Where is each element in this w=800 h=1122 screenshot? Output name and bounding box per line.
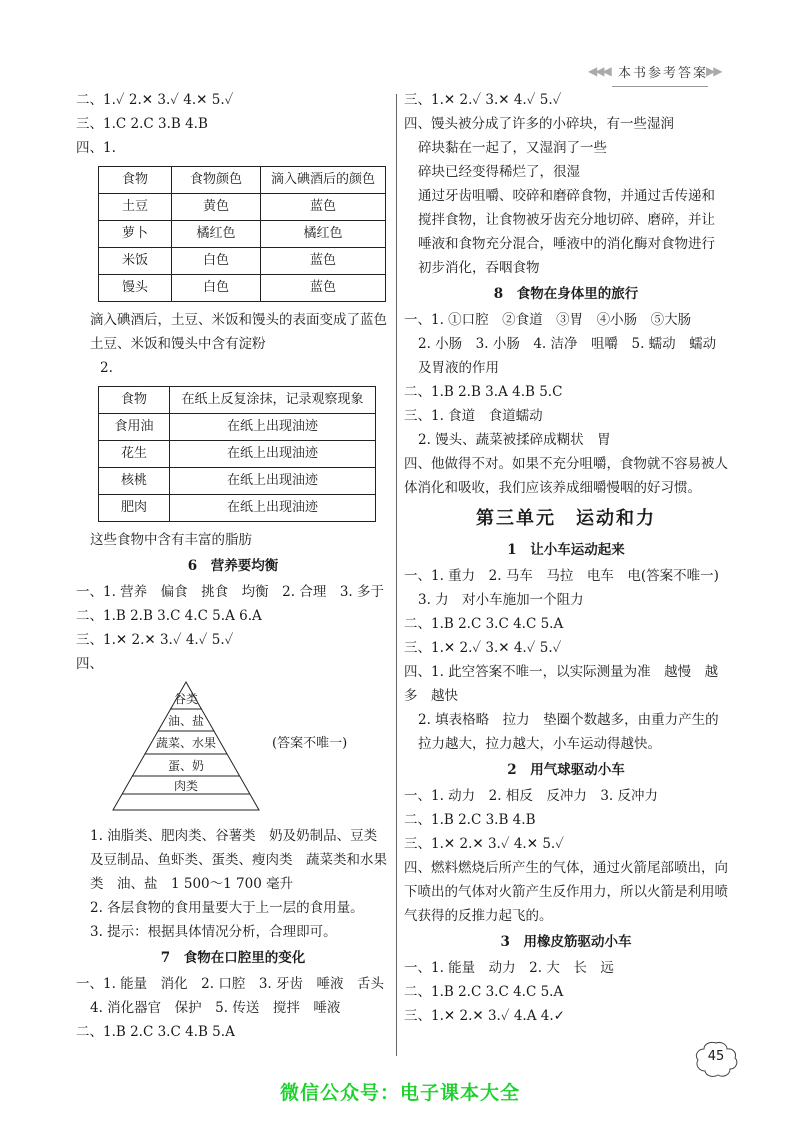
footer-watermark: 微信公众号：电子课本大全 <box>279 1082 520 1104</box>
answer-line: 2. 馒头、蔬菜被揉碎成糊状 胃 <box>418 432 611 448</box>
answer-text: 3. 提示：根据具体情况分析，合理即可。 <box>90 924 337 940</box>
table-cell: 在纸上出现油迹 <box>170 441 376 468</box>
table-cell: 白色 <box>172 275 261 302</box>
answer-line: 一、1. ①口腔 ②食道 ③胃 ④小肠 ⑤大肠 <box>404 312 692 328</box>
answer-text: 2. 小肠 3. 小肠 4. 洁净 咀嚼 5. 蠕动 蠕动及胃液的作用 <box>418 336 717 376</box>
pyramid-layer-label: 蛋、奶 <box>167 759 205 773</box>
answer-text: 通过牙齿咀嚼、咬碎和磨碎食物，并通过舌传递和搅拌食物，让食物被牙齿充分地切碎、磨碎，并让唾液和食物充分混合，唾液中的消化酶对食物进行初步消化，吞咽食物 <box>418 188 715 276</box>
table-cell: 食用油 <box>99 414 170 441</box>
answer-line: 一、1. 重力 2. 马车 马拉 电车 电(答案不唯一) <box>404 568 719 584</box>
answer-line: 四、 <box>76 656 103 672</box>
header-arrows-right: ▶▶ <box>706 64 721 78</box>
pyramid-layer-label: 蔬菜、水果 <box>155 736 217 750</box>
table-cell: 核桃 <box>99 468 170 495</box>
answer-line: 三、1.✕ 2.✕ 3.✓ 4.✕ 5.✓ <box>404 836 564 852</box>
section-title: 2 用气球驱动小车 <box>507 762 625 778</box>
table-header: 滴入碘酒后的颜色 <box>261 167 386 194</box>
section-title: 1 让小车运动起来 <box>507 542 625 558</box>
answer-text: 滴入碘酒后，土豆、米饭和馒头的表面变成了蓝色 <box>90 312 387 328</box>
table-header: 食物 <box>99 387 170 414</box>
section-title: 8 食物在身体里的旅行 <box>493 286 639 302</box>
oil-test-table <box>98 386 376 522</box>
table-cell: 在纸上出现油迹 <box>170 468 376 495</box>
answer-text: 四、他做得不对。如果不充分咀嚼，食物就不容易被人体消化和吸收，我们应该养成细嚼慢咽的好习惯。 <box>404 456 728 496</box>
answer-line: 二、1.B 2.C 3.C 4.C 5.A <box>404 616 564 632</box>
answer-text: 四、燃料燃烧后所产生的气体，通过火箭尾部喷出，向下喷出的气体对火箭产生反作用力，所以火箭是利用喷气获得的反推力起飞的。 <box>404 860 728 924</box>
pyramid-layer-label: 肉类 <box>173 779 199 793</box>
answer-line: 三、1.✕ 2.✕ 3.✓ 4.A 4.✓ <box>404 1008 565 1024</box>
pyramid-layer-label: 谷类 <box>173 692 199 706</box>
answer-text: 1. 油脂类、肥肉类、谷薯类 奶及奶制品、豆类及豆制品、鱼虾类、蛋类、瘦肉类 蔬菜类和水果类 油、盐 1 500～1 700 毫升 <box>90 828 387 892</box>
header-rule <box>612 86 708 87</box>
table-cell: 蓝色 <box>261 248 386 275</box>
answer-line: 三、1.C 2.C 3.B 4.B <box>76 116 208 132</box>
answer-line: 碎块黏在一起了，又湿润了一些 <box>418 140 607 156</box>
answer-line: 二、1.B 2.C 3.B 4.B <box>404 812 536 828</box>
right-column <box>404 88 728 1028</box>
answer-line: 三、1. 食道 食道蠕动 <box>404 408 543 424</box>
answer-line: 4. 消化器官 保护 5. 传送 搅拌 唾液 <box>90 1000 341 1016</box>
answer-line: 一、1. 能量 动力 2. 大 长 远 <box>404 960 614 976</box>
answer-line: 三、1.✕ 2.✓ 3.✕ 4.✓ 5.✓ <box>404 92 562 108</box>
table-header: 食物颜色 <box>172 167 261 194</box>
answer-line: 2. <box>100 360 113 376</box>
table-header: 在纸上反复涂抹，记录观察现象 <box>170 387 376 414</box>
answer-line: 三、1.✕ 2.✓ 3.✕ 4.✓ 5.✓ <box>404 640 562 656</box>
answer-line: 二、1.B 2.C 3.C 4.B 5.A <box>76 1024 235 1040</box>
answer-line: 一、1. 营养 偏食 挑食 均衡 2. 合理 3. 多于 <box>76 584 385 600</box>
table-cell: 米饭 <box>99 248 172 275</box>
table-cell: 在纸上出现油迹 <box>170 414 376 441</box>
table-cell: 肥肉 <box>99 495 170 522</box>
pyramid-drawing <box>76 676 276 824</box>
table-cell: 土豆 <box>99 194 172 221</box>
section-title: 7 食物在口腔里的变化 <box>160 950 306 966</box>
table-cell: 黄色 <box>172 194 261 221</box>
answer-line: 一、1. 动力 2. 相反 反冲力 3. 反冲力 <box>404 788 659 804</box>
answer-text: 2. 填表格略 拉力 垫圈个数越多，由重力产生的拉力越大，拉力越大，小车运动得越快。 <box>418 712 719 752</box>
answer-line: 二、1.✓ 2.✕ 3.✓ 4.✕ 5.✓ <box>76 92 234 108</box>
answer-line: 碎块已经变得稀烂了，很湿 <box>418 164 580 180</box>
answer-text: 这些食物中含有丰富的脂肪 <box>90 532 252 548</box>
answer-line: 3. 力 对小车施加一个阻力 <box>418 592 584 608</box>
answer-line: 四、1. <box>76 140 116 156</box>
left-column <box>76 88 390 1044</box>
answer-line: 二、1.B 2.B 3.A 4.B 5.C <box>404 384 563 400</box>
table-cell: 馒头 <box>99 275 172 302</box>
table-cell: 橘红色 <box>172 221 261 248</box>
column-divider <box>396 94 397 1056</box>
table-header: 食物 <box>99 167 172 194</box>
food-pyramid <box>76 676 390 824</box>
answer-line: 三、1.✕ 2.✕ 3.✓ 4.✓ 5.✓ <box>76 632 234 648</box>
table-cell: 花生 <box>99 441 170 468</box>
pyramid-layer-label: 油、盐 <box>167 714 205 728</box>
table-cell: 在纸上出现油迹 <box>170 495 376 522</box>
answer-text: 2. 各层食物的食用量要大于上一层的食用量。 <box>90 900 364 916</box>
answer-line: 二、1.B 2.B 3.C 4.C 5.A 6.A <box>76 608 262 624</box>
table-cell: 橘红色 <box>261 221 386 248</box>
table-cell: 蓝色 <box>261 194 386 221</box>
pyramid-note: (答案不唯一) <box>272 736 348 751</box>
answer-line: 一、1. 能量 消化 2. 口腔 3. 牙齿 唾液 舌头 <box>76 976 385 992</box>
header-arrows-left: ◀◀◀ <box>588 64 610 78</box>
table-cell: 蓝色 <box>261 275 386 302</box>
header-title: 本书参考答案 <box>617 66 708 81</box>
table-cell: 白色 <box>172 248 261 275</box>
section-title: 6 营养要均衡 <box>187 558 279 574</box>
answer-text: 土豆、米饭和馒头中含有淀粉 <box>90 336 266 352</box>
table-cell: 萝卜 <box>99 221 172 248</box>
answer-line: 四、馒头被分成了许多的小碎块，有一些湿润 <box>404 116 674 132</box>
unit-title: 第三单元 运动和力 <box>476 508 656 529</box>
answer-line: 二、1.B 2.C 3.C 4.C 5.A <box>404 984 564 1000</box>
iodine-test-table <box>98 166 386 302</box>
page-number: 45 <box>707 1049 725 1064</box>
section-title: 3 用橡皮筋驱动小车 <box>500 934 632 950</box>
answer-text: 四、1. 此空答案不唯一，以实际测量为准 越慢 越多 越快 <box>404 664 719 704</box>
